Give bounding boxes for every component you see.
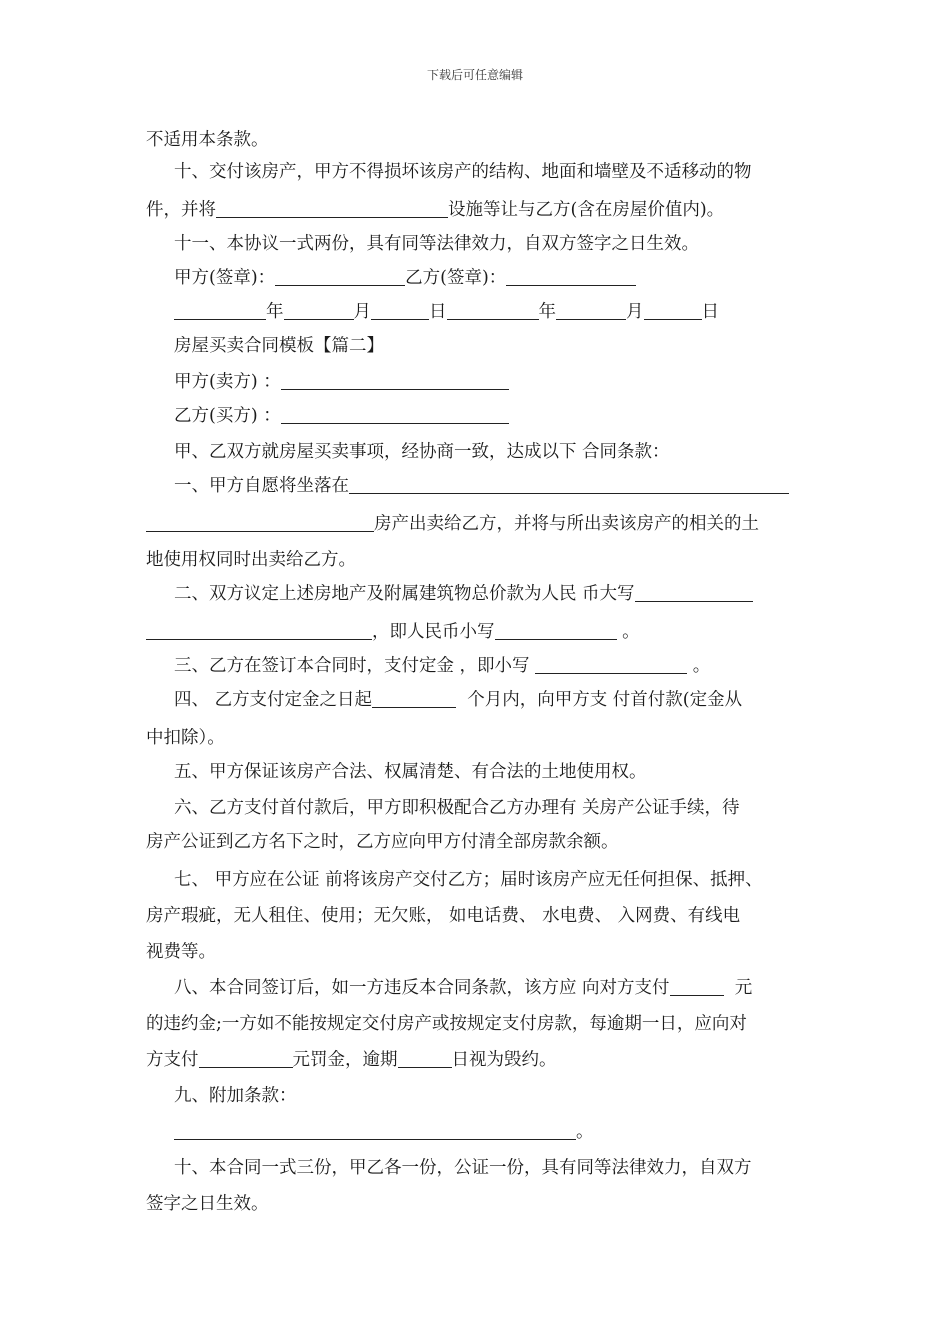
- blank-field: [349, 475, 789, 494]
- buyer-line: [174, 404, 509, 428]
- year-label: 年: [266, 302, 284, 322]
- clause-2-line2: [146, 620, 640, 644]
- blank-field: [556, 301, 626, 320]
- clause-6-line2: 房产公证到乙方名下之时，乙方应向甲方付清全部房款余额。: [146, 832, 619, 852]
- month-label: 月: [626, 302, 644, 322]
- clause-3: [174, 654, 710, 678]
- clause-10b-line2: 签字之日生效。: [146, 1194, 269, 1214]
- clause-9: 九、附加条款：: [174, 1086, 297, 1106]
- blank-field: [281, 371, 509, 390]
- text-fragment: 元罚金，逾期: [292, 1050, 398, 1070]
- clause-10-line2: [146, 198, 724, 222]
- month-label: 月: [353, 302, 371, 322]
- clause-1-line3: 地使用权同时出卖给乙方。: [146, 550, 356, 570]
- text-fragment: 方支付: [146, 1050, 199, 1070]
- day-label: 日: [429, 302, 447, 322]
- clause-7-line2: 房产瑕疵，无人租住、使用；无欠账， 如电话费、 水电费、 入网费、有线电: [146, 906, 741, 926]
- clause-4-line2: 中扣除）。: [146, 728, 225, 748]
- seller-label: 甲方(卖方) ：: [174, 372, 281, 392]
- clause-10b-line1: 十、本合同一式三份，甲乙各一份，公证一份，具有同等法律效力，自双方: [174, 1158, 752, 1178]
- blank-field: [146, 621, 372, 640]
- clause-6-line1: 六、乙方支付首付款后，甲方即积极配合乙方办理有 关房产公证手续，待: [174, 798, 740, 818]
- text-fragment: 八、本合同签订后，如一方违反本合同条款，该方应 向对方支付: [174, 978, 670, 998]
- text-fragment: 三、乙方在签订本合同时，支付定金 ，即小写: [174, 656, 530, 676]
- blank-field: [281, 405, 509, 424]
- blank-field: [495, 621, 617, 640]
- blank-field: [146, 513, 374, 532]
- clause-2-line1: [174, 582, 753, 606]
- blank-field: [372, 689, 456, 708]
- blank-field: [506, 267, 636, 286]
- text-fragment: 一、甲方自愿将坐落在: [174, 476, 349, 496]
- buyer-label: 乙方(买方) ：: [174, 406, 281, 426]
- text-fragment: 二、双方议定上述房地产及附属建筑物总价款为人民 币大写: [174, 584, 635, 604]
- clause-5: 五、甲方保证该房产合法、权属清楚、有合法的土地使用权。: [174, 762, 647, 782]
- clause-10-line1: 十、交付该房产，甲方不得损坏该房产的结构、地面和墙壁及不适移动的物: [174, 162, 752, 182]
- clause-7-line3: 视费等。: [146, 942, 216, 962]
- blank-field: [535, 655, 687, 674]
- signature-line: [174, 266, 636, 290]
- clause-8-line1: [174, 976, 752, 1000]
- clause-8-line3: [146, 1048, 557, 1072]
- text-fragment: 设施等让与乙方(含在房屋价值内)。: [448, 200, 725, 220]
- text-fragment: ，即人民币小写: [372, 622, 495, 642]
- text-fragment: 四、 乙方支付定金之日起: [174, 690, 373, 710]
- text-fragment: 。: [622, 622, 640, 642]
- intro-line: 甲、乙双方就房屋买卖事项，经协商一致，达成以下 合同条款：: [174, 442, 670, 462]
- clause-1-line2: [146, 512, 759, 536]
- section-title: 房屋买卖合同模板【篇二】: [174, 336, 384, 356]
- blank-field: [275, 267, 405, 286]
- text-fragment: 日视为毁约。: [451, 1050, 557, 1070]
- text-fragment: 。: [692, 656, 711, 676]
- blank-field: [371, 301, 429, 320]
- blank-field: [199, 1049, 293, 1068]
- blank-field: [398, 1049, 452, 1068]
- page-header: 下载后可任意编辑: [426, 68, 523, 82]
- text-fragment: 房产出卖给乙方，并将与所出卖该房产的相关的土: [374, 514, 759, 534]
- blank-field: [447, 301, 539, 320]
- text-fragment: 个月内，向甲方支 付首付款(定金从: [467, 690, 743, 710]
- party-b-sign-label: 乙方(签章)：: [405, 268, 507, 288]
- day-label: 日: [701, 302, 719, 322]
- date-line: [174, 300, 719, 324]
- clause-1-line1: [174, 474, 789, 498]
- clause-8-line2: 的违约金;一方如不能按规定交付房产或按规定支付房款，每逾期一日，应向对: [146, 1014, 747, 1034]
- party-a-sign-label: 甲方(签章)：: [174, 268, 276, 288]
- text-fragment: 。: [576, 1122, 594, 1142]
- blank-field: [644, 301, 702, 320]
- text-fragment: 元: [734, 978, 753, 998]
- seller-line: [174, 370, 509, 394]
- blank-field: [284, 301, 354, 320]
- clause-4-line1: [174, 688, 742, 712]
- clause-7-line1: 七、 甲方应在公证 前将该房产交付乙方；届时该房产应无任何担保、抵押、: [174, 870, 763, 890]
- blank-field: [216, 199, 448, 218]
- blank-field: [174, 301, 266, 320]
- year-label: 年: [538, 302, 556, 322]
- clause-9-blank: [174, 1120, 594, 1144]
- blank-field: [174, 1121, 576, 1140]
- blank-field: [635, 583, 753, 602]
- text-fragment: 件，并将: [146, 200, 216, 220]
- text-line: 不适用本条款。: [146, 130, 269, 150]
- clause-11: 十一、本协议一式两份，具有同等法律效力，自双方签字之日生效。: [174, 234, 699, 254]
- blank-field: [670, 977, 724, 996]
